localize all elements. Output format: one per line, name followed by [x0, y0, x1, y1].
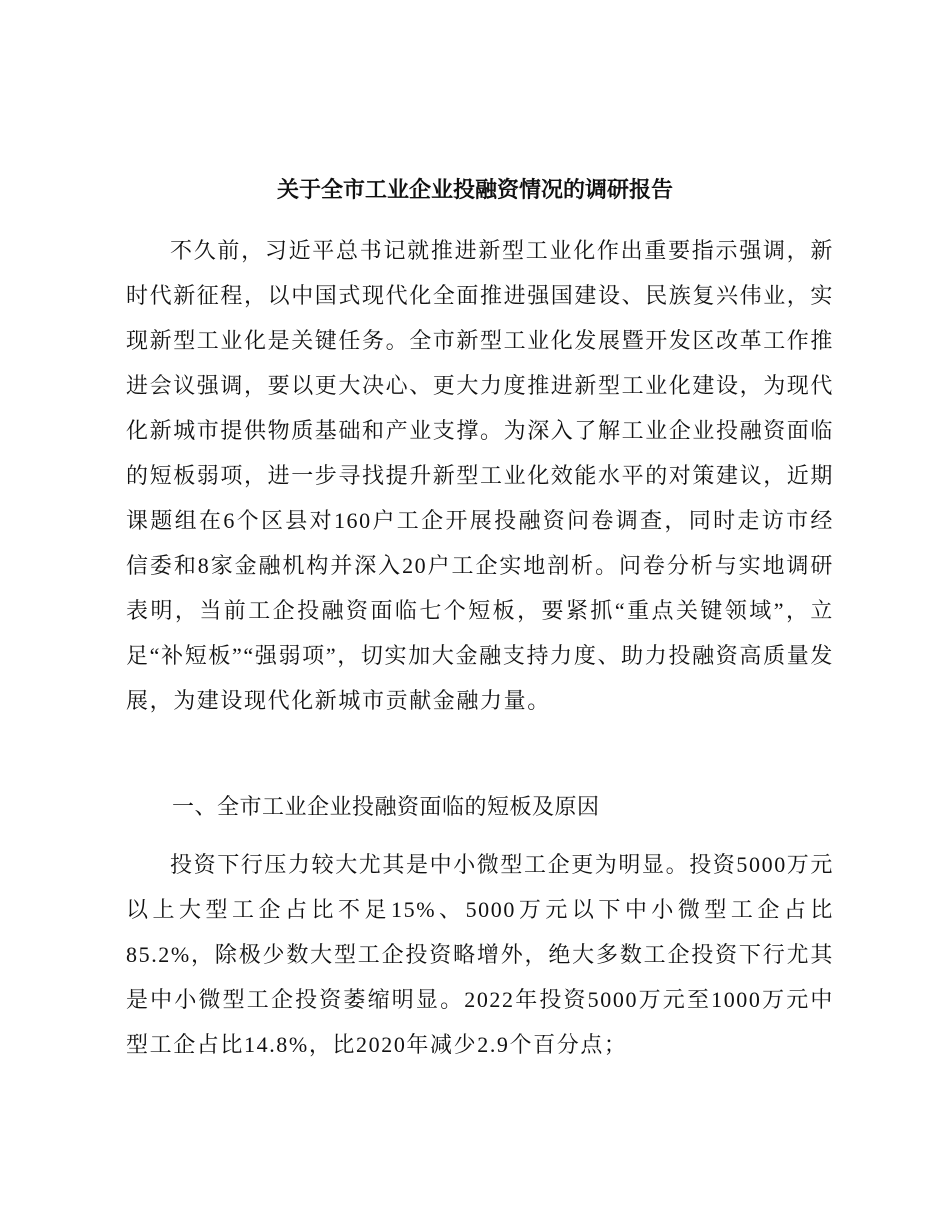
body-paragraph: 投资下行压力较大尤其是中小微型工企更为明显。投资5000万元以上大型工企占比不足15%、5000万元以下中小微型工企占比85.2%，除极少数大型工企投资略增外，绝大多数工企投资下行尤其是中小微型工企投资萎缩明显。2022年投资5000万元至1000万元中型工企占比14.8%，比2020年减少2.9个百分点； [126, 852, 835, 1057]
document-title: 关于全市工业企业投融资情况的调研报告 [276, 177, 673, 203]
section-heading: 一、全市工业企业投融资面临的短板及原因 [172, 795, 600, 820]
intro-paragraph: 不久前，习近平总书记就推进新型工业化作出重要指示强调，新时代新征程，以中国式现代化全面推进强国建设、民族复兴伟业，实现新型工业化是关键任务。全市新型工业化发展暨开发区改革工作推进会议强调，要以更大决心、更大力度推进新型工业化建设，为现代化新城市提供物质基础和产业支撑。为深入了解工业企业投融资面临的短板弱项，进一步寻找提升新型工业化效能水平的对策建议，近期课题组在6个区县对160户工企开展投融资问卷调查，同时走访市经信委和8家金融机构并深入20户工企实地剖析。问卷分析与实地调研表明，当前工企投融资面临七个短板，要紧抓“重点关键领域”，立足“补短板”“强弱项”，切实加大金融支持力度、助力投融资高质量发展，为建设现代化新城市贡献金融力量。 [126, 238, 835, 713]
